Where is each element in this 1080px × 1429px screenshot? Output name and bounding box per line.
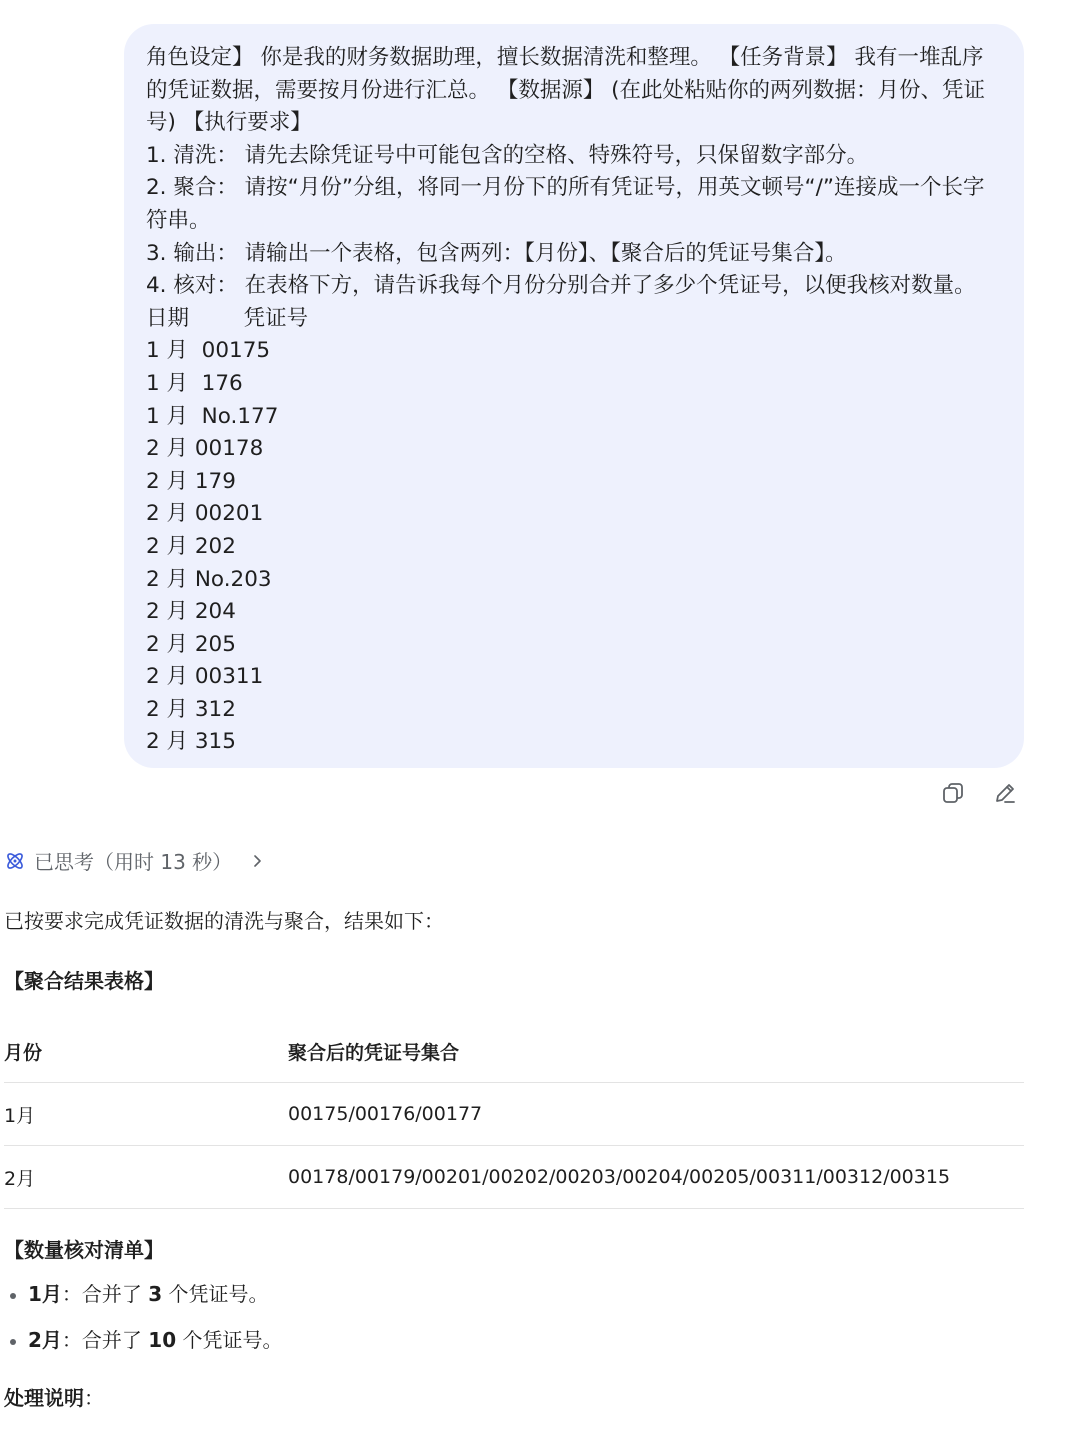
- edit-icon[interactable]: [992, 780, 1018, 806]
- data-row: 2 月 00201: [146, 501, 264, 527]
- user-message-bubble: [124, 24, 1024, 768]
- table-cell-month: 2月: [4, 1146, 288, 1209]
- requirement-line: 1. 清洗： 请先去除凭证号中可能包含的空格、特殊符号，只保留数字部分。: [146, 142, 869, 168]
- requirement-line: 3. 输出： 请输出一个表格，包含两列：【月份】、【聚合后的凭证号集合】。: [146, 240, 847, 266]
- data-row: 1 月 No.177: [146, 403, 279, 429]
- checklist-text: 个凭证号。: [162, 1282, 269, 1306]
- table-header-vouchers: 聚合后的凭证号集合: [288, 1020, 1024, 1083]
- data-row: 2 月 179: [146, 468, 236, 494]
- notes-title: 处理说明: [4, 1386, 84, 1410]
- requirement-line: 符串。: [146, 207, 211, 233]
- user-message-intro: [146, 42, 1000, 140]
- checklist: [4, 1279, 1024, 1355]
- checklist-count: 10: [148, 1328, 177, 1352]
- data-row: 2 月 00178: [146, 436, 264, 462]
- data-row: 1 月 00175: [146, 338, 271, 364]
- intro-line: 角色设定】 你是我的财务数据助理，擅长数据清洗和整理。 【任务背景】 我有一堆乱序: [146, 45, 984, 70]
- data-row: 2 月 00311: [146, 664, 264, 690]
- requirement-line: 4. 核对： 在表格下方，请告诉我每个月份分别合并了多少个凭证号，以便我核对数量。: [146, 273, 976, 299]
- table-cell-vouchers: 00178/00179/00201/00202/00203/00204/00205/00311/00312/00315: [288, 1146, 1024, 1209]
- thinking-label: 已思考（用时 13 秒）: [34, 850, 233, 874]
- list-item: [4, 1325, 1024, 1355]
- table-cell-vouchers: 00175/00176/00177: [288, 1083, 1024, 1146]
- data-row: 1 月 176: [146, 370, 243, 396]
- checklist-month: 2月: [28, 1328, 62, 1352]
- atom-icon: [4, 850, 26, 872]
- data-header: 日期 凭证号: [146, 305, 309, 331]
- checklist-month: 1月: [28, 1282, 62, 1306]
- list-item: [4, 1279, 1024, 1309]
- answer-intro: 已按要求完成凭证数据的清洗与聚合，结果如下：: [4, 909, 444, 933]
- requirement-line: 2. 聚合： 请按“月份”分组，将同一月份下的所有凭证号，用英文顿号“/”连接成一个长字: [146, 175, 985, 201]
- requirements-list: [146, 140, 1000, 303]
- table-row: [4, 1146, 1024, 1209]
- data-row: 2 月 315: [146, 729, 236, 755]
- table-row: [4, 1083, 1024, 1146]
- result-table: [4, 1020, 1024, 1209]
- table-cell-month: 1月: [4, 1083, 288, 1146]
- data-row: 2 月 204: [146, 599, 236, 625]
- intro-line: 号) 【执行要求】: [146, 110, 312, 136]
- copy-icon[interactable]: [940, 780, 966, 806]
- checklist-text: 个凭证号。: [176, 1328, 283, 1352]
- notes-colon: ：: [84, 1386, 104, 1410]
- table-header-month: 月份: [4, 1020, 288, 1083]
- intro-line: 的凭证数据，需要按月份进行汇总。 【数据源】 (在此处粘贴你的两列数据：月份、凭证: [146, 77, 986, 103]
- data-row: 2 月 312: [146, 696, 236, 722]
- data-row: 2 月 No.203: [146, 566, 272, 592]
- assistant-answer: [4, 900, 1024, 1413]
- notes-heading: [4, 1383, 1024, 1413]
- checklist-text: ：合并了: [61, 1328, 149, 1352]
- data-row: 2 月 202: [146, 533, 236, 559]
- thinking-toggle[interactable]: [4, 846, 264, 875]
- data-rows: [146, 335, 1000, 759]
- table-title: 【聚合结果表格】: [4, 969, 164, 993]
- checklist-title: 【数量核对清单】: [4, 1238, 164, 1262]
- chevron-right-icon: [250, 854, 264, 868]
- data-row: 2 月 205: [146, 631, 236, 657]
- checklist-text: ：合并了: [61, 1282, 149, 1306]
- checklist-count: 3: [148, 1282, 163, 1306]
- message-actions: [940, 780, 1018, 806]
- table-header-row: [4, 1020, 1024, 1083]
